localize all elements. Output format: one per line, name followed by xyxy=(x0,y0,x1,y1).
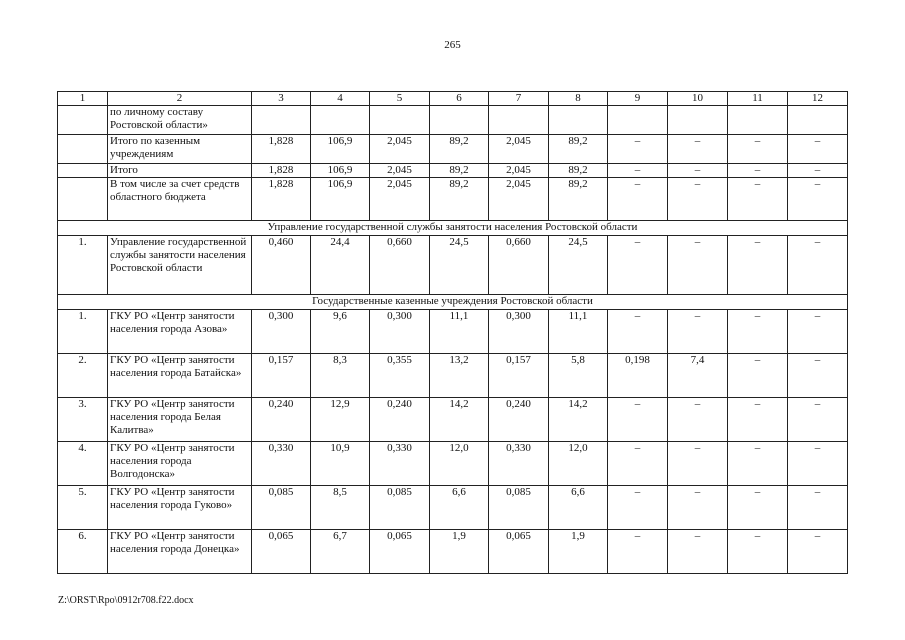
value-cell: – xyxy=(728,530,788,574)
row-number-cell xyxy=(58,135,108,164)
section-header-row xyxy=(58,295,848,310)
value-cell: 6,6 xyxy=(430,486,489,530)
column-number: 7 xyxy=(489,92,549,106)
value-cell: – xyxy=(728,135,788,164)
value-cell: 0,300 xyxy=(252,310,311,354)
value-cell: – xyxy=(668,236,728,295)
value-cell: – xyxy=(728,178,788,221)
row-label-cell: В том числе за счет средств областного бюджета xyxy=(108,178,252,221)
value-cell: 2,045 xyxy=(489,164,549,178)
value-cell: 24,5 xyxy=(430,236,489,295)
value-cell: 0,198 xyxy=(608,354,668,398)
value-cell: 12,9 xyxy=(311,398,370,442)
value-cell: – xyxy=(728,310,788,354)
value-cell xyxy=(489,106,549,135)
value-cell: – xyxy=(728,236,788,295)
value-cell: 6,6 xyxy=(549,486,608,530)
row-label-cell: ГКУ РО «Центр занятости населения города Азова» xyxy=(108,310,252,354)
value-cell: 0,065 xyxy=(370,530,430,574)
table-row xyxy=(58,310,848,354)
value-cell: – xyxy=(788,354,848,398)
value-cell: 0,355 xyxy=(370,354,430,398)
value-cell: 89,2 xyxy=(430,135,489,164)
value-cell: – xyxy=(788,178,848,221)
value-cell: – xyxy=(608,486,668,530)
value-cell: 0,330 xyxy=(370,442,430,486)
value-cell: 12,0 xyxy=(549,442,608,486)
table-row xyxy=(58,354,848,398)
value-cell: 0,460 xyxy=(252,236,311,295)
value-cell: – xyxy=(668,530,728,574)
value-cell: 1,9 xyxy=(549,530,608,574)
value-cell: 1,828 xyxy=(252,135,311,164)
value-cell: – xyxy=(668,486,728,530)
value-cell: 1,9 xyxy=(430,530,489,574)
value-cell: – xyxy=(668,164,728,178)
table-row xyxy=(58,398,848,442)
column-number: 10 xyxy=(668,92,728,106)
value-cell: 0,065 xyxy=(489,530,549,574)
value-cell: 0,085 xyxy=(252,486,311,530)
value-cell: 0,085 xyxy=(370,486,430,530)
value-cell xyxy=(549,106,608,135)
row-label-cell: Итого xyxy=(108,164,252,178)
table-row xyxy=(58,106,848,135)
row-label-cell: ГКУ РО «Центр занятости населения города Белая Калитва» xyxy=(108,398,252,442)
column-number: 3 xyxy=(252,92,311,106)
value-cell: 7,4 xyxy=(668,354,728,398)
column-number: 11 xyxy=(728,92,788,106)
value-cell: 0,300 xyxy=(489,310,549,354)
value-cell: 89,2 xyxy=(430,164,489,178)
value-cell: 0,240 xyxy=(489,398,549,442)
value-cell xyxy=(430,106,489,135)
table-row xyxy=(58,486,848,530)
row-label-cell: ГКУ РО «Центр занятости населения города Батайска» xyxy=(108,354,252,398)
row-label-cell: по личному составу Ростовской области» xyxy=(108,106,252,135)
value-cell: 106,9 xyxy=(311,164,370,178)
row-number-cell xyxy=(58,178,108,221)
value-cell: 24,5 xyxy=(549,236,608,295)
section-title: Управление государственной службы занятости населения Ростовской области xyxy=(58,221,848,236)
value-cell xyxy=(370,106,430,135)
section-header-row xyxy=(58,221,848,236)
value-cell: 11,1 xyxy=(430,310,489,354)
column-number: 9 xyxy=(608,92,668,106)
value-cell: 89,2 xyxy=(549,164,608,178)
value-cell: – xyxy=(728,442,788,486)
row-label-cell: ГКУ РО «Центр занятости населения города Гуково» xyxy=(108,486,252,530)
value-cell: 1,828 xyxy=(252,164,311,178)
table-row xyxy=(58,178,848,221)
value-cell: 14,2 xyxy=(549,398,608,442)
value-cell: 8,3 xyxy=(311,354,370,398)
value-cell: – xyxy=(668,135,728,164)
value-cell: 0,065 xyxy=(252,530,311,574)
value-cell xyxy=(252,106,311,135)
value-cell: – xyxy=(788,398,848,442)
column-number: 2 xyxy=(108,92,252,106)
row-label-cell: Итого по казенным учреждениям xyxy=(108,135,252,164)
value-cell: 0,330 xyxy=(489,442,549,486)
value-cell: 0,300 xyxy=(370,310,430,354)
table-row xyxy=(58,236,848,295)
file-path-footer: Z:\ORST\Rpo\0912r708.f22.docx xyxy=(58,595,194,606)
value-cell: 89,2 xyxy=(549,135,608,164)
section-title: Государственные казенные учреждения Ростовской области xyxy=(58,295,848,310)
value-cell: 10,9 xyxy=(311,442,370,486)
value-cell: 12,0 xyxy=(430,442,489,486)
value-cell: 5,8 xyxy=(549,354,608,398)
column-number: 5 xyxy=(370,92,430,106)
value-cell: 14,2 xyxy=(430,398,489,442)
value-cell: 8,5 xyxy=(311,486,370,530)
value-cell: 2,045 xyxy=(489,178,549,221)
value-cell xyxy=(728,106,788,135)
column-number: 6 xyxy=(430,92,489,106)
value-cell: – xyxy=(608,530,668,574)
value-cell: – xyxy=(788,135,848,164)
value-cell: 0,240 xyxy=(370,398,430,442)
value-cell: – xyxy=(788,310,848,354)
value-cell xyxy=(788,106,848,135)
value-cell: – xyxy=(728,398,788,442)
value-cell: – xyxy=(608,135,668,164)
value-cell: – xyxy=(788,236,848,295)
row-label-cell: Управление государственной службы занятости населения Ростовской области xyxy=(108,236,252,295)
column-number: 12 xyxy=(788,92,848,106)
value-cell: – xyxy=(608,398,668,442)
table-row xyxy=(58,442,848,486)
row-number-cell: 1. xyxy=(58,236,108,295)
row-number-cell: 1. xyxy=(58,310,108,354)
value-cell: – xyxy=(728,164,788,178)
row-label-cell: ГКУ РО «Центр занятости населения города Волгодонска» xyxy=(108,442,252,486)
row-number-cell: 2. xyxy=(58,354,108,398)
value-cell: 0,660 xyxy=(489,236,549,295)
value-cell: 2,045 xyxy=(489,135,549,164)
value-cell xyxy=(668,106,728,135)
value-cell: 106,9 xyxy=(311,178,370,221)
value-cell: 9,6 xyxy=(311,310,370,354)
value-cell xyxy=(311,106,370,135)
column-number-row xyxy=(58,92,848,106)
value-cell: – xyxy=(728,486,788,530)
value-cell: 2,045 xyxy=(370,178,430,221)
row-number-cell: 4. xyxy=(58,442,108,486)
value-cell: – xyxy=(788,530,848,574)
value-cell: – xyxy=(608,178,668,221)
value-cell: 106,9 xyxy=(311,135,370,164)
value-cell: 2,045 xyxy=(370,135,430,164)
value-cell: – xyxy=(788,442,848,486)
row-number-cell xyxy=(58,106,108,135)
column-number: 8 xyxy=(549,92,608,106)
value-cell: – xyxy=(788,164,848,178)
value-cell: – xyxy=(608,164,668,178)
value-cell: – xyxy=(608,442,668,486)
value-cell xyxy=(608,106,668,135)
table-row xyxy=(58,164,848,178)
value-cell: – xyxy=(728,354,788,398)
value-cell: – xyxy=(668,178,728,221)
value-cell: 89,2 xyxy=(549,178,608,221)
value-cell: – xyxy=(608,236,668,295)
value-cell: – xyxy=(668,398,728,442)
value-cell: 0,660 xyxy=(370,236,430,295)
row-number-cell xyxy=(58,164,108,178)
row-number-cell: 3. xyxy=(58,398,108,442)
value-cell: 1,828 xyxy=(252,178,311,221)
value-cell: 89,2 xyxy=(430,178,489,221)
column-number: 4 xyxy=(311,92,370,106)
value-cell: 6,7 xyxy=(311,530,370,574)
value-cell: – xyxy=(668,442,728,486)
row-number-cell: 6. xyxy=(58,530,108,574)
page-number: 265 xyxy=(444,39,461,51)
column-number: 1 xyxy=(58,92,108,106)
table-row xyxy=(58,530,848,574)
row-label-cell: ГКУ РО «Центр занятости населения города Донецка» xyxy=(108,530,252,574)
value-cell: 0,157 xyxy=(489,354,549,398)
value-cell: – xyxy=(668,310,728,354)
data-table xyxy=(57,91,848,574)
row-number-cell: 5. xyxy=(58,486,108,530)
value-cell: 0,330 xyxy=(252,442,311,486)
value-cell: 24,4 xyxy=(311,236,370,295)
value-cell: – xyxy=(608,310,668,354)
table-row xyxy=(58,135,848,164)
value-cell: 11,1 xyxy=(549,310,608,354)
value-cell: 0,157 xyxy=(252,354,311,398)
value-cell: 2,045 xyxy=(370,164,430,178)
value-cell: 0,240 xyxy=(252,398,311,442)
value-cell: 0,085 xyxy=(489,486,549,530)
value-cell: – xyxy=(788,486,848,530)
value-cell: 13,2 xyxy=(430,354,489,398)
